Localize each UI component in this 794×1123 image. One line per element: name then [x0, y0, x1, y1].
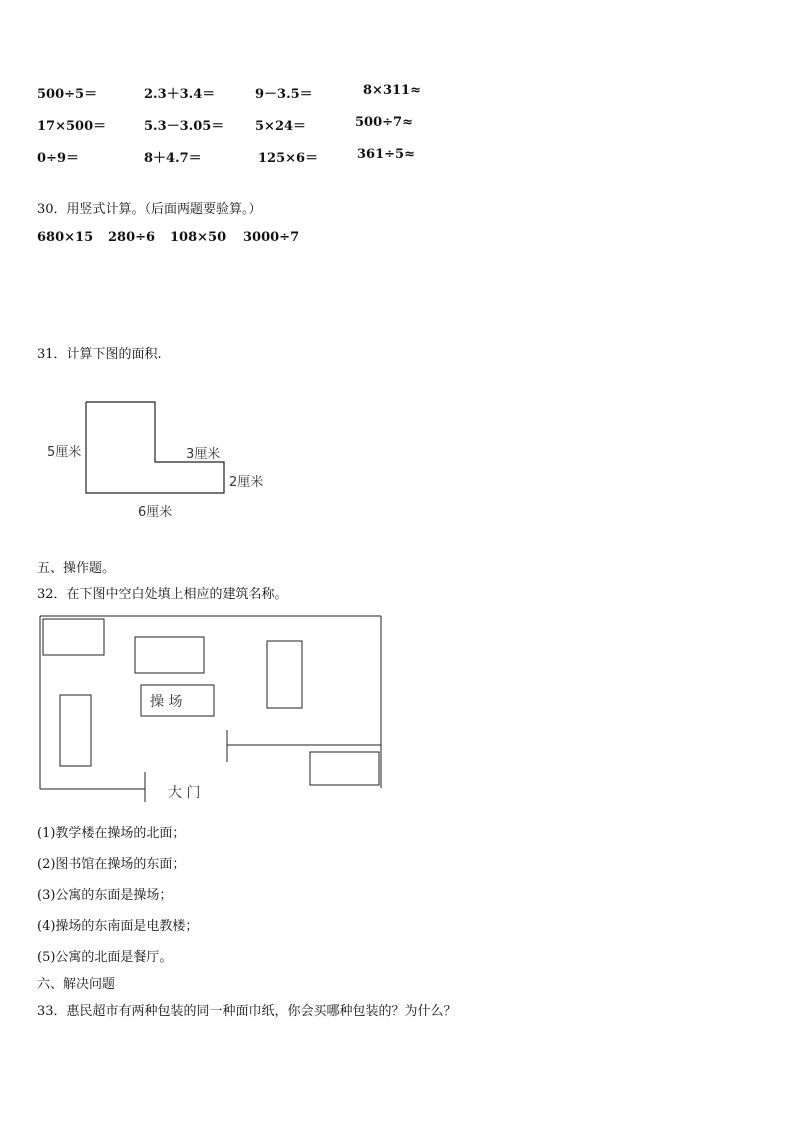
question-32-title: 32．在下图中空白处填上相应的建筑名称。: [37, 587, 288, 602]
playground-label: 操 场: [150, 694, 183, 710]
arith-item: 5×24＝: [255, 119, 307, 134]
blank-building-box[interactable]: [310, 752, 379, 785]
dimension-label-left: 5厘米: [47, 445, 82, 460]
blank-building-box[interactable]: [267, 641, 302, 708]
section-6-heading: 六、解决问题: [37, 977, 116, 992]
arith-item: 17×500＝: [37, 119, 107, 134]
dimension-label-right: 2厘米: [229, 475, 264, 490]
arith-item: 0÷9＝: [37, 151, 79, 166]
clue-item: (1)教学楼在操场的北面；: [37, 826, 186, 841]
question-31-title: 31．计算下图的面积.: [37, 347, 162, 362]
section-5-heading: 五、操作题。: [37, 561, 116, 576]
gate-label: 大 门: [168, 785, 201, 801]
arith-item: 5.3－3.05＝: [144, 119, 225, 134]
q30-item: 680×15: [37, 230, 94, 245]
dimension-label-inner: 3厘米: [186, 447, 221, 462]
blank-building-box[interactable]: [135, 637, 204, 673]
question-33-title: 33．惠民超市有两种包装的同一种面巾纸，你会买哪种包装的？为什么？: [37, 1004, 457, 1019]
arith-item: 9－3.5＝: [255, 87, 313, 102]
dimension-label-bottom: 6厘米: [138, 505, 173, 520]
l-shape-figure: [47, 402, 263, 520]
q30-item: 280÷6: [108, 230, 156, 245]
arith-item: 8＋4.7＝: [144, 151, 202, 166]
arith-item: 500÷5＝: [37, 87, 98, 102]
clue-item: (3)公寓的东面是操场；: [37, 888, 173, 903]
q30-item: 3000÷7: [243, 230, 300, 245]
blank-building-box[interactable]: [43, 619, 104, 655]
campus-map: [40, 616, 381, 802]
arith-item: 8×311≈: [363, 83, 421, 98]
arith-item: 361÷5≈: [357, 147, 415, 162]
arith-item: 500÷7≈: [355, 115, 413, 130]
clue-item: (4)操场的东南面是电教楼；: [37, 919, 199, 934]
q30-item: 108×50: [170, 230, 227, 245]
arith-item: 2.3＋3.4＝: [144, 87, 216, 102]
clue-item: (5)公寓的北面是餐厅。: [37, 950, 173, 965]
clue-item: (2)图书馆在操场的东面；: [37, 857, 186, 872]
blank-building-box[interactable]: [60, 695, 91, 766]
question-30-title: 30．用竖式计算。（后面两题要验算。）: [37, 202, 262, 217]
arith-item: 125×6＝: [258, 151, 319, 166]
